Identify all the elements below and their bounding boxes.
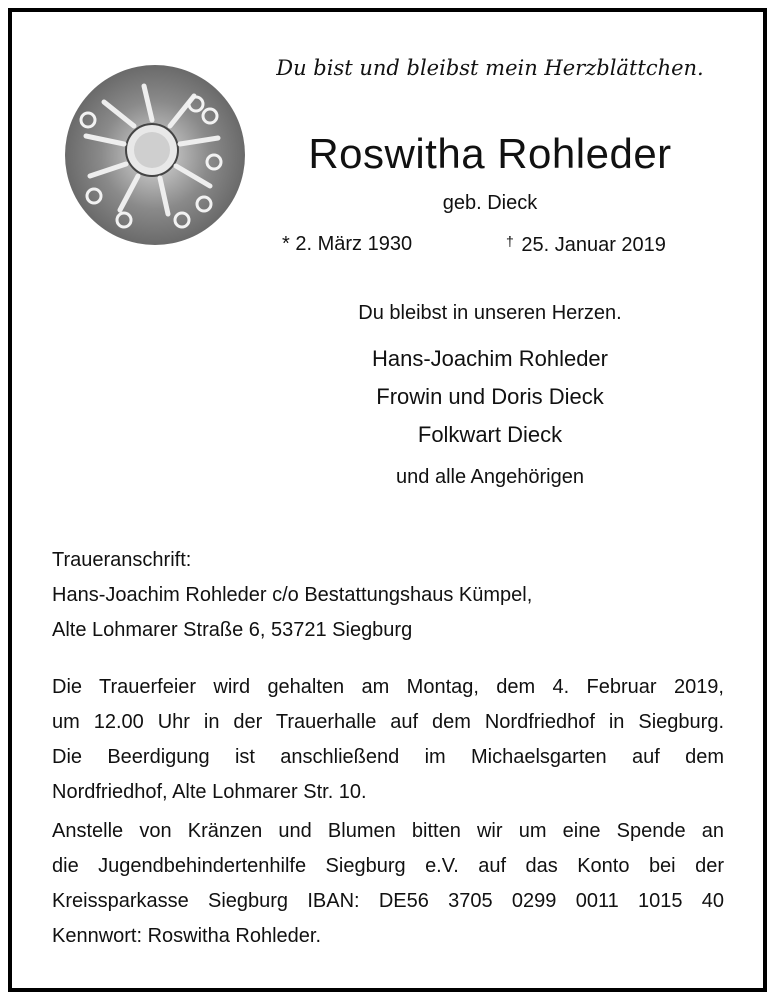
mourner-name: Frowin und Doris Dieck <box>376 384 604 409</box>
donation-paragraph <box>52 814 724 954</box>
death-date-line <box>506 233 666 257</box>
birth-name: geb. Dieck <box>442 192 538 214</box>
donation-line: Anstelle von Kränzen und Blumen bitten wir um eine Spende an <box>52 820 724 842</box>
death-date: 25. Januar 2019 <box>521 234 666 256</box>
mourning-address <box>52 543 532 648</box>
ceremony-paragraph <box>52 670 724 810</box>
ceremony-line: um 12.00 Uhr in der Trauerhalle auf dem Nordfriedhof in Siegburg. <box>52 711 724 733</box>
donation-line: die Jugendbehindertenhilfe Siegburg e.V. auf das Konto bei der <box>52 855 724 877</box>
address-label: Traueranschrift: <box>52 549 192 571</box>
birth-date: * 2. März 1930 <box>282 233 413 255</box>
mourner-name: Hans-Joachim Rohleder <box>372 346 608 371</box>
address-line: Alte Lohmarer Straße 6, 53721 Siegburg <box>52 619 413 641</box>
donation-line: Kennwort: Roswitha Rohleder. <box>52 925 322 947</box>
relatives-line: und alle Angehörigen <box>396 466 584 488</box>
donation-line: Kreissparkasse Siegburg IBAN: DE56 3705 0299 0011 1015 40 <box>52 890 724 912</box>
ceremony-line: Die Beerdigung ist anschließend im Michaelsgarten auf dem <box>52 746 724 768</box>
address-line: Hans-Joachim Rohleder c/o Bestattungshaus Kümpel, <box>52 584 533 606</box>
ceremony-line: Die Trauerfeier wird gehalten am Montag, dem 4. Februar 2019, <box>52 676 724 698</box>
cross-icon: † <box>506 233 514 249</box>
motto: Du bist und bleibst mein Herzblättchen. <box>276 56 704 80</box>
deceased-name: Roswitha Rohleder <box>308 130 672 177</box>
ceremony-line: Nordfriedhof, Alte Lohmarer Str. 10. <box>52 781 367 803</box>
mourner-name: Folkwart Dieck <box>417 422 563 447</box>
decorative-circle-emblem <box>64 64 246 246</box>
heart-line: Du bleibst in unseren Herzen. <box>358 302 622 324</box>
